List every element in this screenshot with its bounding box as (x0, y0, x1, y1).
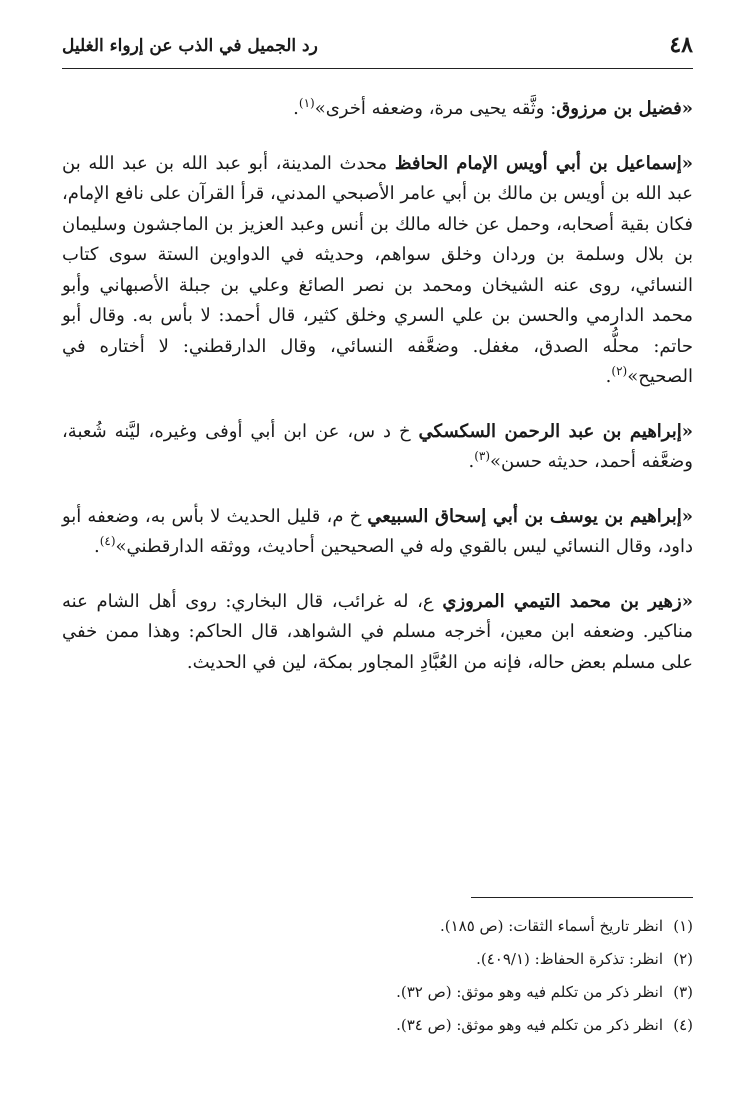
footnote-text: انظر تاريخ أسماء الثقات: (ص ١٨٥). (439, 917, 663, 935)
entry-tail: . (93, 536, 100, 557)
footnotes (62, 910, 693, 1042)
footnote-marker: (١) (673, 917, 693, 935)
footnote-marker: (٤) (673, 1016, 693, 1034)
footnote (62, 1009, 693, 1042)
narrator-entry (62, 417, 693, 478)
page-number: ٤٨ (669, 32, 693, 58)
narrator-name: «إبراهيم بن عبد الرحمن السكسكي (418, 420, 694, 442)
entry-tail: . (468, 451, 475, 472)
narrator-entry (62, 149, 693, 393)
footnote-text: انظر ذكر من تكلم فيه وهو موثق: (ص ٣٢). (396, 983, 663, 1001)
page-header (62, 30, 693, 69)
main-text (62, 94, 693, 702)
narrator-entry (62, 587, 693, 679)
narrator-name: «إسماعيل بن أبي أويس الإمام الحافظ (394, 152, 693, 174)
entry-text: : وثَّقه يحيى مرة، وضعفه أخرى» (314, 98, 557, 119)
footnote-ref: (٣) (474, 449, 491, 463)
footnote (62, 976, 693, 1009)
narrator-entry (62, 502, 693, 563)
footnote-ref: (٢) (611, 364, 628, 378)
entry-text: ع، له غرائب، قال البخاري: روى أهل الشام عنه مناكير. وضعفه ابن معين، أخرجه مسلم في الشواهد، قال الحاكم: وهذا ممن خفي على مسلم بعض حاله، فإنه من العُبَّادِ المجاور بمكة، لين في الحديث. (62, 590, 693, 673)
running-title: رد الجميل في الذب عن إرواء الغليل (62, 36, 318, 56)
footnote-ref: (٤) (99, 534, 116, 548)
footnote (62, 910, 693, 943)
entry-text: محدث المدينة، أبو عبد الله بن عبد الله بن عبد الله بن أويس بن مالك بن أبي عامر الأصبحي المدني، قرأ القرآن على نافع الإمام، فكان بقية أصحابه، وحمل عن خاله مالك بن أنس وعبد العزيز بن الماجشون وسليمان بن بلال وسلمة بن وردان وخلق سواهم، وحديثه في الدواوين الستة سوى كتاب النسائي، روى عنه الشيخان ومحمد بن نصر الصائغ وعلي بن جبلة الأصبهاني وأبو محمد الدارمي والحسن بن علي السري وخلق كثير، قال أحمد: لا بأس به. وقال أبو حاتم: محلُّه الصدق، مغفل. وضعَّفه النسائي، وقال الدارقطني: لا أختاره في الصحيح» (62, 152, 693, 387)
footnote (62, 943, 693, 976)
footnote-text: انظر ذكر من تكلم فيه وهو موثق: (ص ٣٤). (396, 1016, 663, 1034)
footnote-ref: (١) (298, 96, 315, 110)
narrator-name: «زهير بن محمد التيمي المروزي (442, 590, 693, 612)
entry-tail: . (293, 98, 299, 119)
entry-tail: . (605, 366, 612, 387)
narrator-entry (62, 94, 693, 125)
narrator-name: «فضيل بن مرزوق (556, 98, 693, 119)
entry-text: خ د س، عن ابن أبي أوفى وغيره، ليَّنه شُعبة، وضعَّفه أحمد، حديثه حسن» (62, 420, 693, 472)
narrator-name: «إبراهيم بن يوسف بن أبي إسحاق السبيعي (367, 505, 693, 527)
footnote-text: انظر: تذكرة الحفاظ: (٤٠٩/١). (476, 950, 663, 968)
entry-text: خ م، قليل الحديث لا بأس به، وضعفه أبو داود، وقال النسائي ليس بالقوي وله في الصحيحين أحاديث، ووثقه الدارقطني» (62, 505, 693, 557)
footnote-divider (471, 897, 693, 898)
footnote-marker: (٣) (673, 983, 693, 1001)
footnote-marker: (٢) (673, 950, 693, 968)
